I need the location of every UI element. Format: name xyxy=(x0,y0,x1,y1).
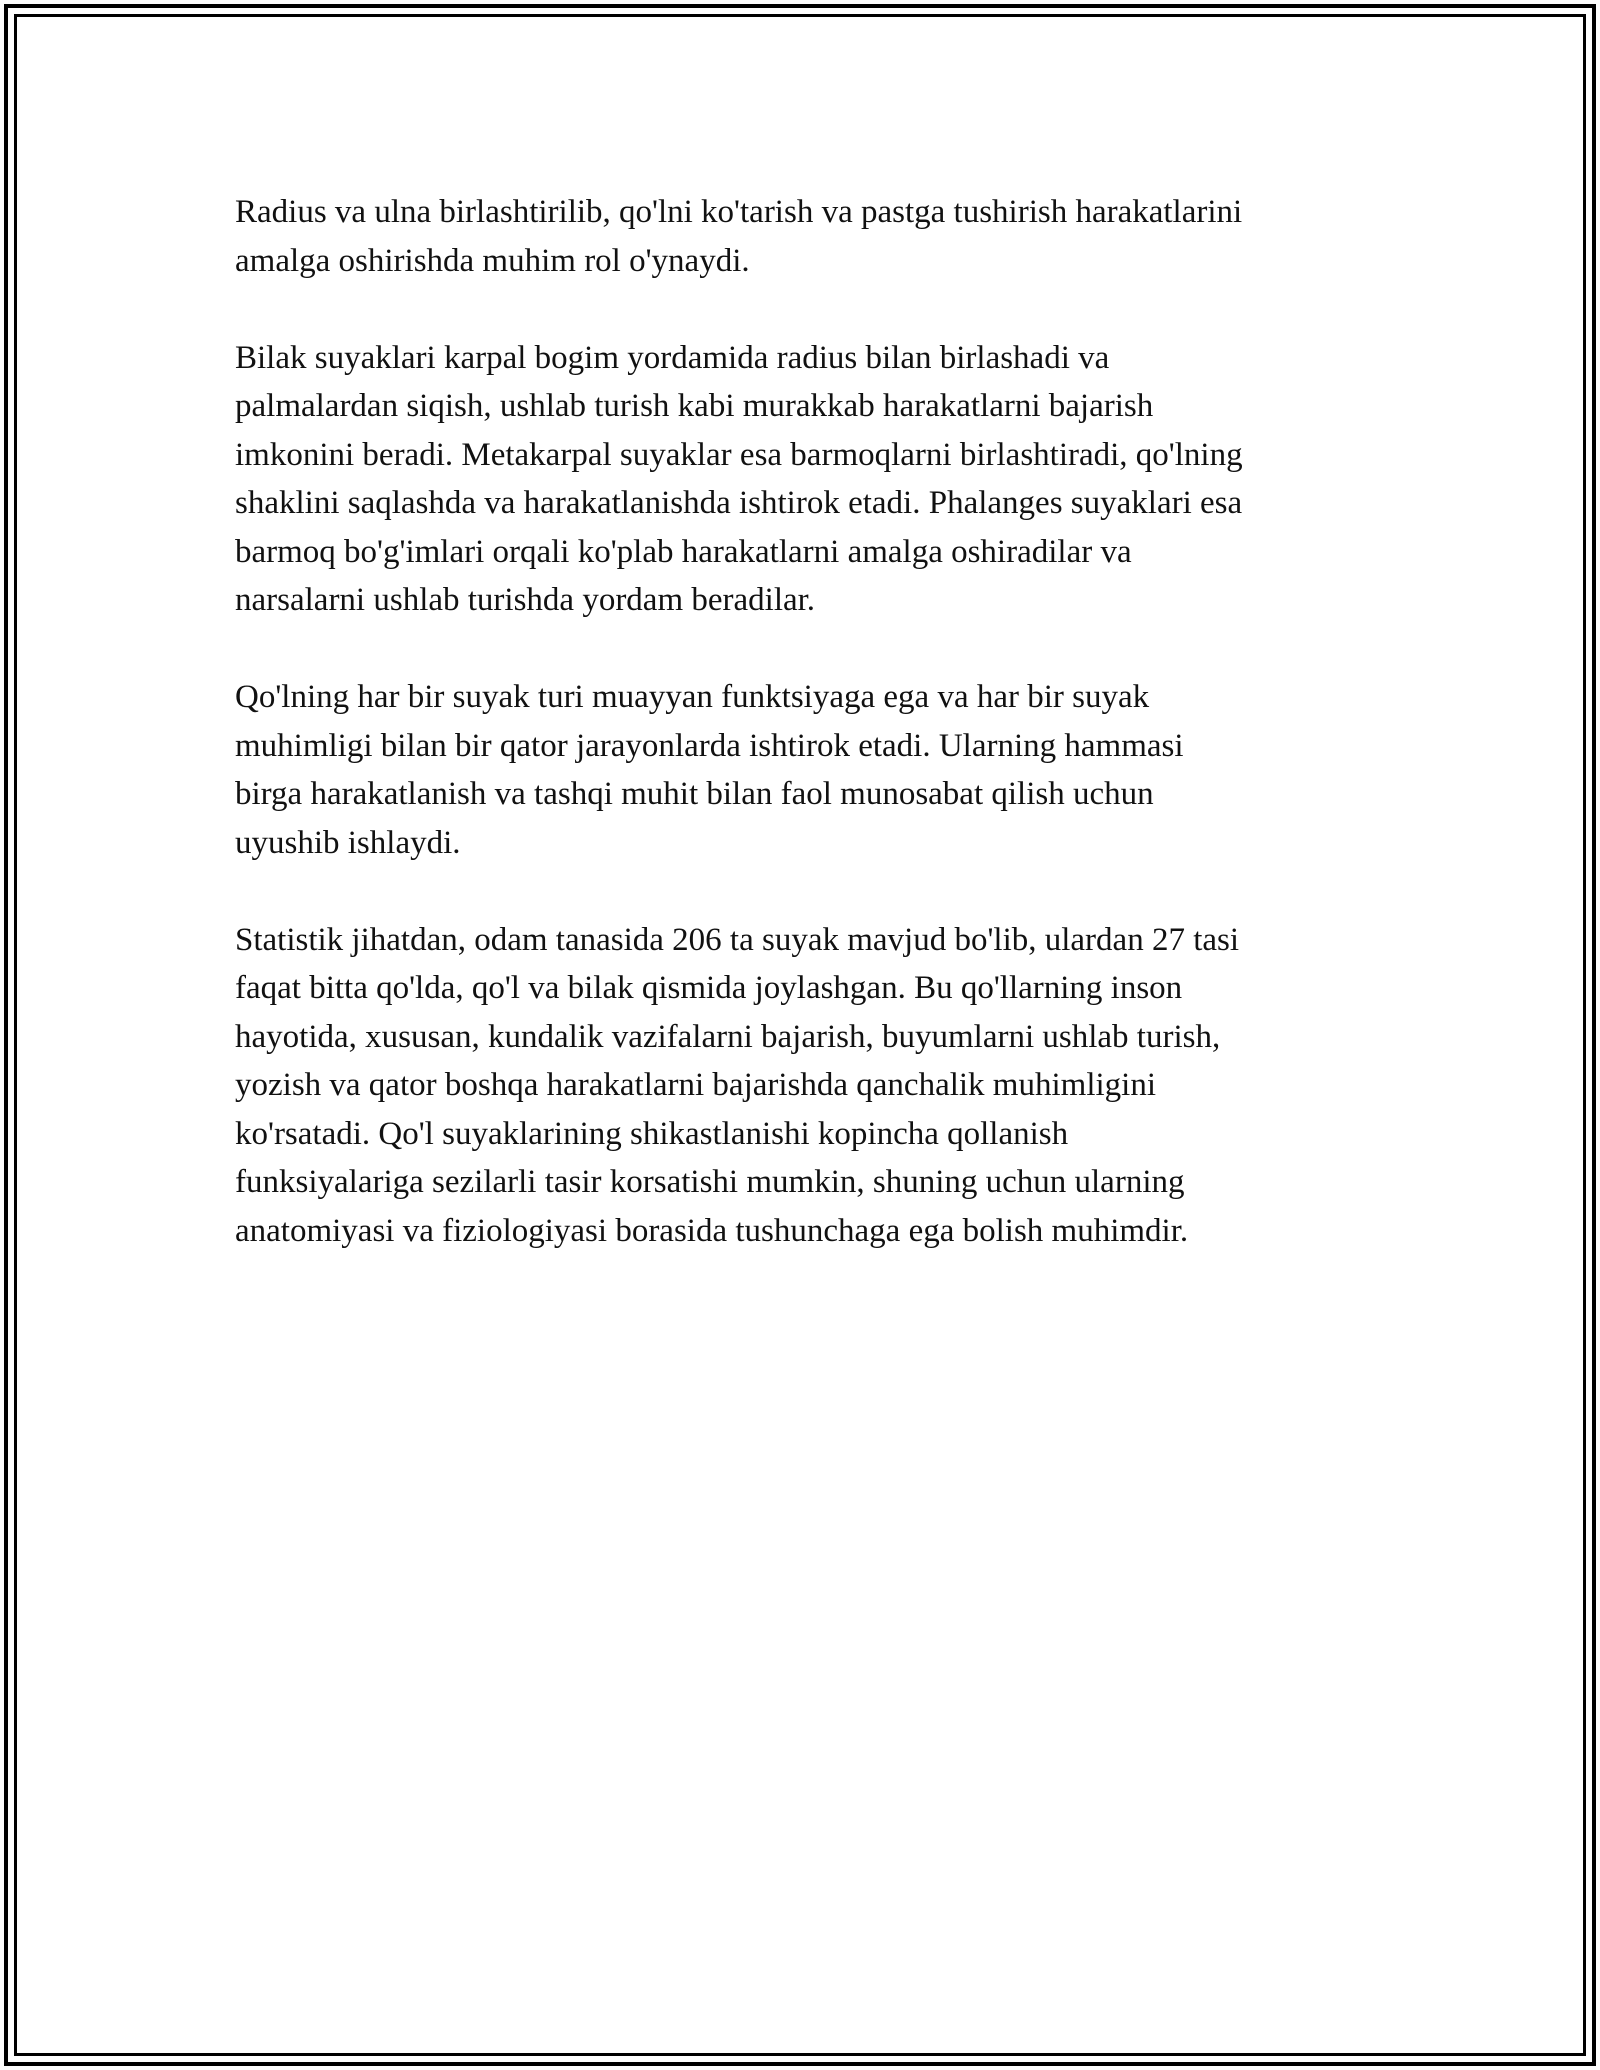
paragraph-bone-functions: Qo'lning har bir suyak turi muayyan funktsiyaga ega va har bir suyak muhimligi bilan bir qator jarayonlarda ishtirok etadi. Ularning hammasi birga harakatlanish va tashqi muhit bilan faol munosabat qilish uchun uyushib ishlaydi. xyxy=(235,679,1184,861)
paragraph-radius-ulna: Radius va ulna birlashtirilib, qo'lni ko'tarish va pastga tushirish harakatlarini amalga oshirishda muhim rol o'ynaydi. xyxy=(235,194,1243,279)
paragraph-wrist-bones: Bilak suyaklari karpal bogim yordamida radius bilan birlashadi va palmalardan siqish, ushlab turish kabi murakkab harakatlarni bajarish imkonini beradi. Metakarpal suyaklar esa barmoqlarni birlashtiradi, qo'lning shaklini saqlashda va harakatlanishda ishtirok etadi. Phalanges suyaklari esa barmoq bo'g'imlari orqali ko'plab harakatlarni amalga oshiradilar va narsalarni ushlab turishda yordam beradilar. xyxy=(235,339,1243,618)
paragraph-statistics: Statistik jihatdan, odam tanasida 206 ta suyak mavjud bo'lib, ulardan 27 tasi faqat bitta qo'lda, qo'l va bilak qismida joylashgan. Bu qo'llarning inson hayotida, xususan, kundalik vazifalarni bajarish, buyumlarni ushlab turish, yozish va qator boshqa harakatlarni bajarishda qanchalik muhimligini ko'rsatadi. Qo'l suyaklarining shikastlanishi kopincha qollanish funksiyalariga sezilarli tasir korsatishi mumkin, shuning uchun ularning anatomiyasi va fiziologiyasi borasida tushunchaga ega bolish muhimdir. xyxy=(235,921,1240,1249)
document-body xyxy=(235,188,1365,1304)
